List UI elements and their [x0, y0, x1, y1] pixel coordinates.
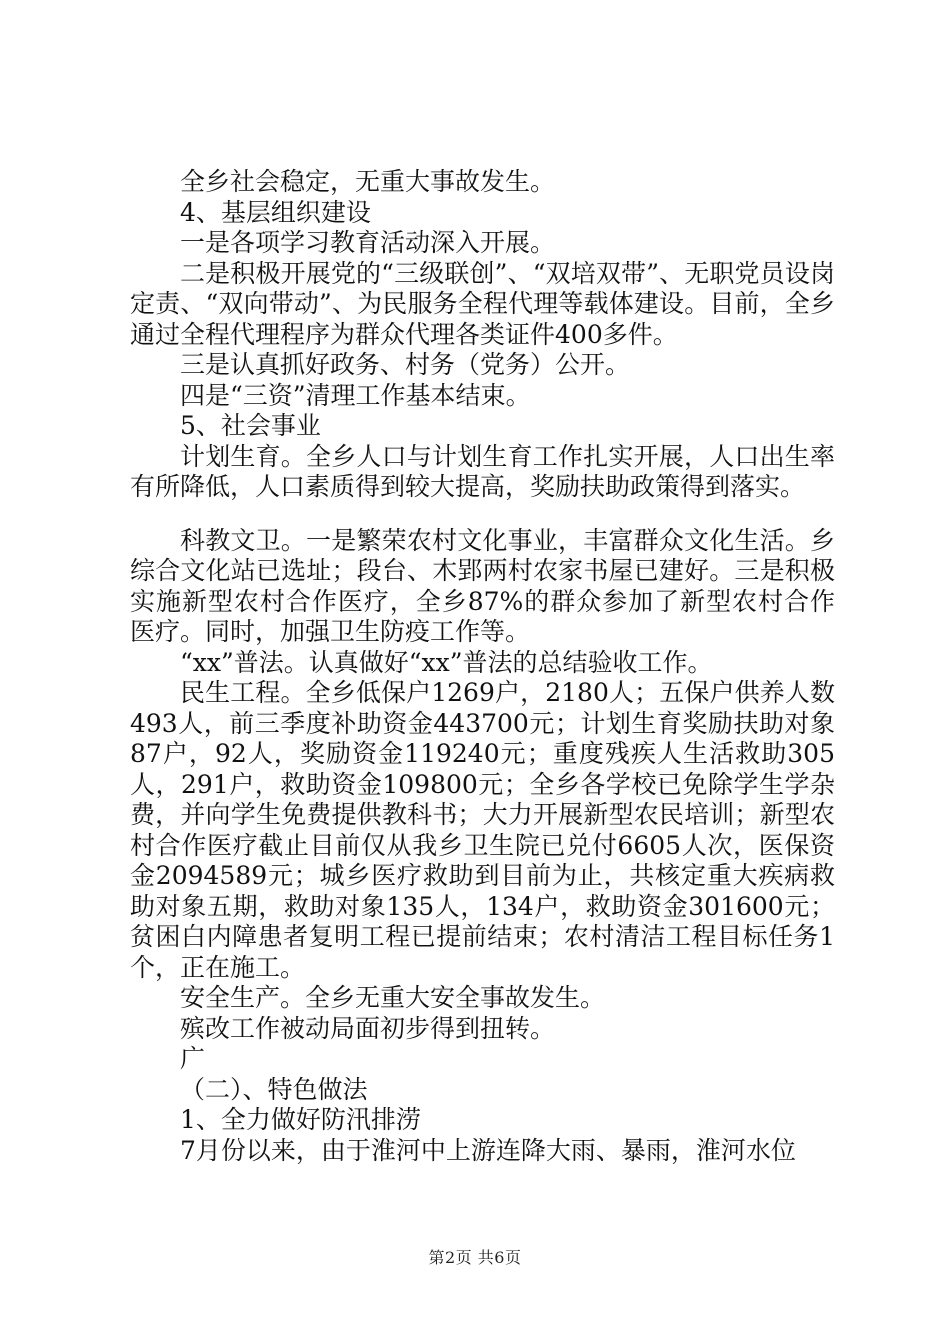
- paragraph-livelihood-projects: 民生工程。全乡低保户1269户，2180人；五保户供养人数493人，前三季度补助资金443700元；计划生育奖励扶助对象87户，92人，奖励资金119240元；重度残疾人生活救助305人，291户，救助资金109800元；全乡各学校已免除学生学杂费，并向学生免费提供教科书；大力开展新型农民培训；新型农村合作医疗截止目前仅从我乡卫生院已兑付6605人次，医保资金2094589元；城乡医疗救助到目前为止，共核定重大疾病救助对象五期，救助对象135人，134户，救助资金301600元；贫困白内障患者复明工程已提前结束；农村清洁工程目标任务1个，正在施工。: [130, 678, 835, 982]
- paragraph-fragment: 广: [180, 1044, 206, 1073]
- paragraph-party-building: 二是积极开展党的“三级联创”、“双培双带”、无职党员设岗定责、“双向带动”、为民服务全程代理等载体建设。目前，全乡通过全程代理程序为群众代理各类证件400多件。: [130, 258, 835, 349]
- paragraph-legal-education: “xx”普法。认真做好“xx”普法的总结验收工作。: [180, 647, 713, 677]
- paragraph-production-safety: 安全生产。全乡无重大安全事故发生。: [180, 983, 606, 1012]
- page-number-footer: 第2页 共6页: [428, 1248, 522, 1267]
- heading-special-practices: （二）、特色做法: [180, 1074, 368, 1104]
- paragraph-learning-activities: 一是各项学习教育活动深入开展。: [180, 228, 556, 257]
- paragraph-family-planning: 计划生育。全乡人口与计划生育工作扎实开展，人口出生率有所降低，人口素质得到较大提高，奖励扶助政策得到落实。: [130, 441, 835, 501]
- heading-grassroots-organization: 4、基层组织建设: [180, 197, 371, 227]
- paragraph-public-affairs: 三是认真抓好政务、村务（党务）公开。: [180, 350, 631, 379]
- document-body: [130, 167, 835, 1166]
- paragraph-stability: 全乡社会稳定，无重大事故发生。: [180, 167, 556, 196]
- paragraph-three-assets: 四是“三资”清理工作基本结束。: [180, 380, 531, 410]
- heading-flood-control: 1、全力做好防汛排涝: [180, 1105, 421, 1134]
- paragraph-flood-situation: 7月份以来，由于淮河中上游连降大雨、暴雨，淮河水位: [180, 1135, 796, 1165]
- paragraph-spacer: [130, 503, 835, 526]
- paragraph-science-education-culture-health: 科教文卫。一是繁荣农村文化事业，丰富群众文化生活。乡综合文化站已选址；段台、木郢两村农家书屋已建好。三是积极实施新型农村合作医疗，全乡87%的群众参加了新型农村合作医疗。同时，加强卫生防疫工作等。: [130, 525, 835, 646]
- paragraph-funeral-reform: 殡改工作被动局面初步得到扭转。: [180, 1013, 556, 1043]
- heading-social-undertakings: 5、社会事业: [180, 411, 321, 440]
